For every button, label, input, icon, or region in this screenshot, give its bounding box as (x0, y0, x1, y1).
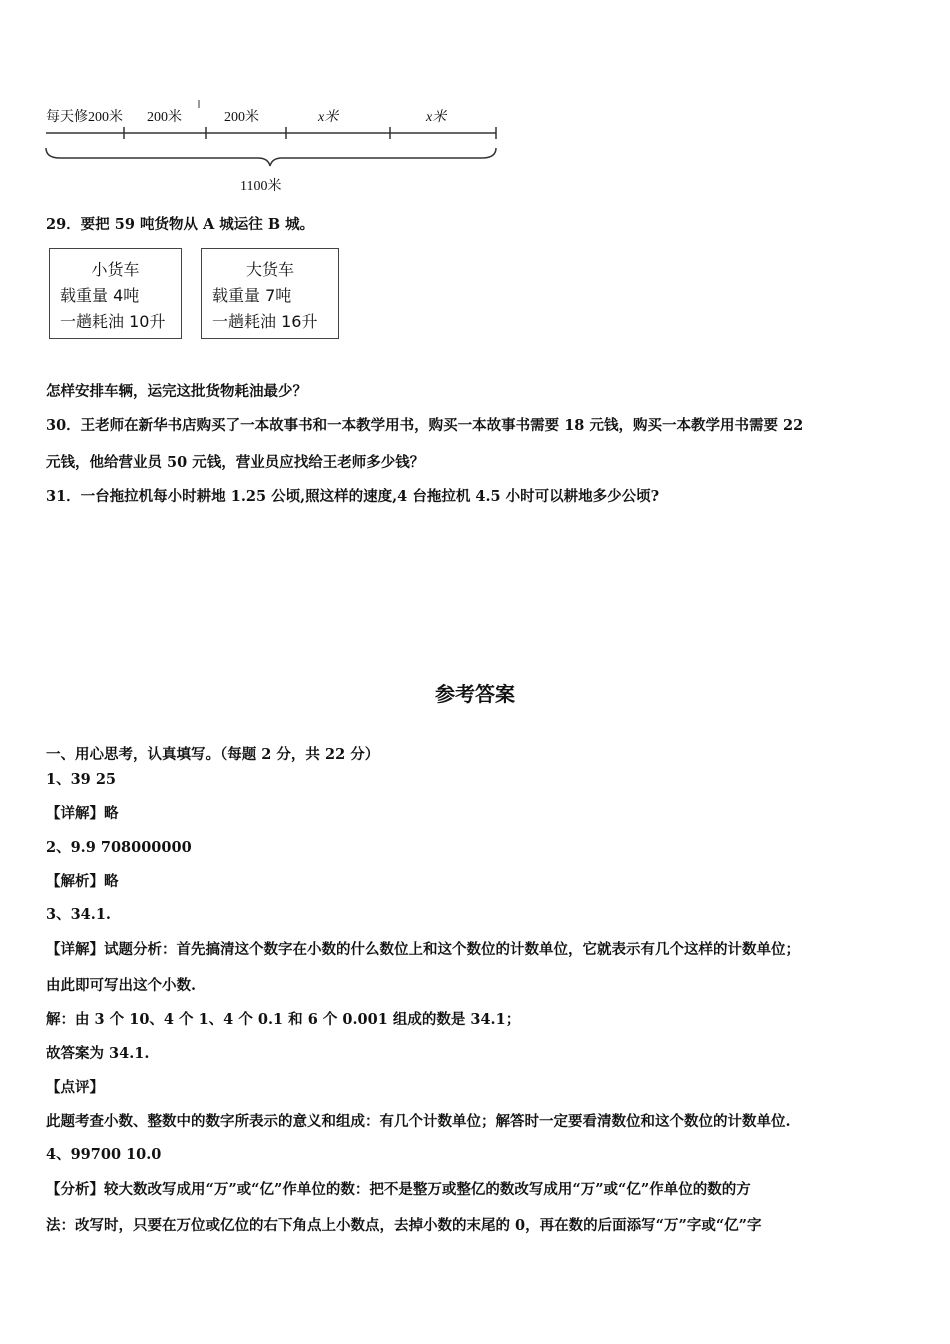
large-truck-load: 载重量 7吨 (212, 286, 292, 305)
answer-4-detail-2: 法：改写时，只要在万位或亿位的右下角点上小数点，去掉小数的末尾的 0，再在数的后面添写“万”字或“亿”字 (46, 1217, 762, 1234)
small-truck-oil: 一趟耗油 10升 (60, 312, 166, 331)
answer-3-solution: 解：由 3 个 10、4 个 1、4 个 0.1 和 6 个 0.001 组成的数是 34.1； (46, 1011, 521, 1028)
answer-4: 4、99700 10.0 (46, 1146, 162, 1163)
segment-label-3: 200米 (224, 110, 259, 125)
answer-3-comment: 此题考查小数、整数中的数字所表示的意义和组成：有几个计数单位；解答时一定要看清数位和这个数位的计数单位. (46, 1113, 791, 1130)
answer-2-note: 【解析】略 (46, 873, 119, 890)
q31-text: 31．一台拖拉机每小时耕地 1.25 公顷,照这样的速度,4 台拖拉机 4.5 小时可以耕地多少公顷? (46, 488, 660, 505)
large-truck-oil: 一趟耗油 16升 (212, 312, 318, 331)
segment-label-2: 200米 (147, 110, 182, 125)
total-brace (46, 148, 496, 166)
small-truck-card (49, 248, 182, 339)
answer-3: 3、34.1. (46, 906, 111, 923)
segment-line-svg (0, 0, 520, 200)
small-truck-load: 载重量 4吨 (60, 286, 140, 305)
answer-3-comment-tag: 【点评】 (46, 1079, 104, 1096)
large-truck-title: 大货车 (245, 260, 294, 279)
answer-4-detail-1: 【分析】较大数改写成用“万”或“亿”作单位的数：把不是整万或整亿的数改写成用“万”或“亿”作单位的数的方 (46, 1181, 751, 1198)
segment-total-label: 1100米 (240, 179, 282, 194)
q29-text: 29．要把 59 吨货物从 A 城运往 B 城。 (46, 216, 315, 233)
answer-1: 1、39 25 (46, 771, 116, 788)
answer-3-answer: 故答案为 34.1. (46, 1045, 150, 1062)
segment-label-first: 每天修200米 (46, 110, 123, 125)
large-truck-card (201, 248, 339, 339)
q30-line1: 30．王老师在新华书店购买了一本故事书和一本教学用书，购买一本故事书需要 18 元钱，购买一本教学用书需要 22 (46, 417, 804, 434)
segment-label-5: x米 (426, 110, 447, 125)
answer-1-note: 【详解】略 (46, 805, 119, 822)
small-truck-title: 小货车 (91, 260, 140, 279)
answer-2: 2、9.9 708000000 (46, 839, 192, 856)
segment-label-4: x米 (318, 110, 339, 125)
q29-question: 怎样安排车辆，运完这批货物耗油最少？ (46, 383, 307, 400)
answer-3-detail-2: 由此即可写出这个小数. (46, 977, 197, 994)
section-heading: 一、用心思考，认真填写。（每题 2 分，共 22 分） (46, 746, 380, 763)
q30-line2: 元钱，他给营业员 50 元钱，营业员应找给王老师多少钱？ (46, 454, 425, 471)
answer-3-detail-1: 【详解】试题分析：首先搞清这个数字在小数的什么数位上和这个数位的计数单位，它就表示有几个这样的计数单位； (46, 941, 800, 958)
answers-title: 参考答案 (435, 682, 515, 706)
